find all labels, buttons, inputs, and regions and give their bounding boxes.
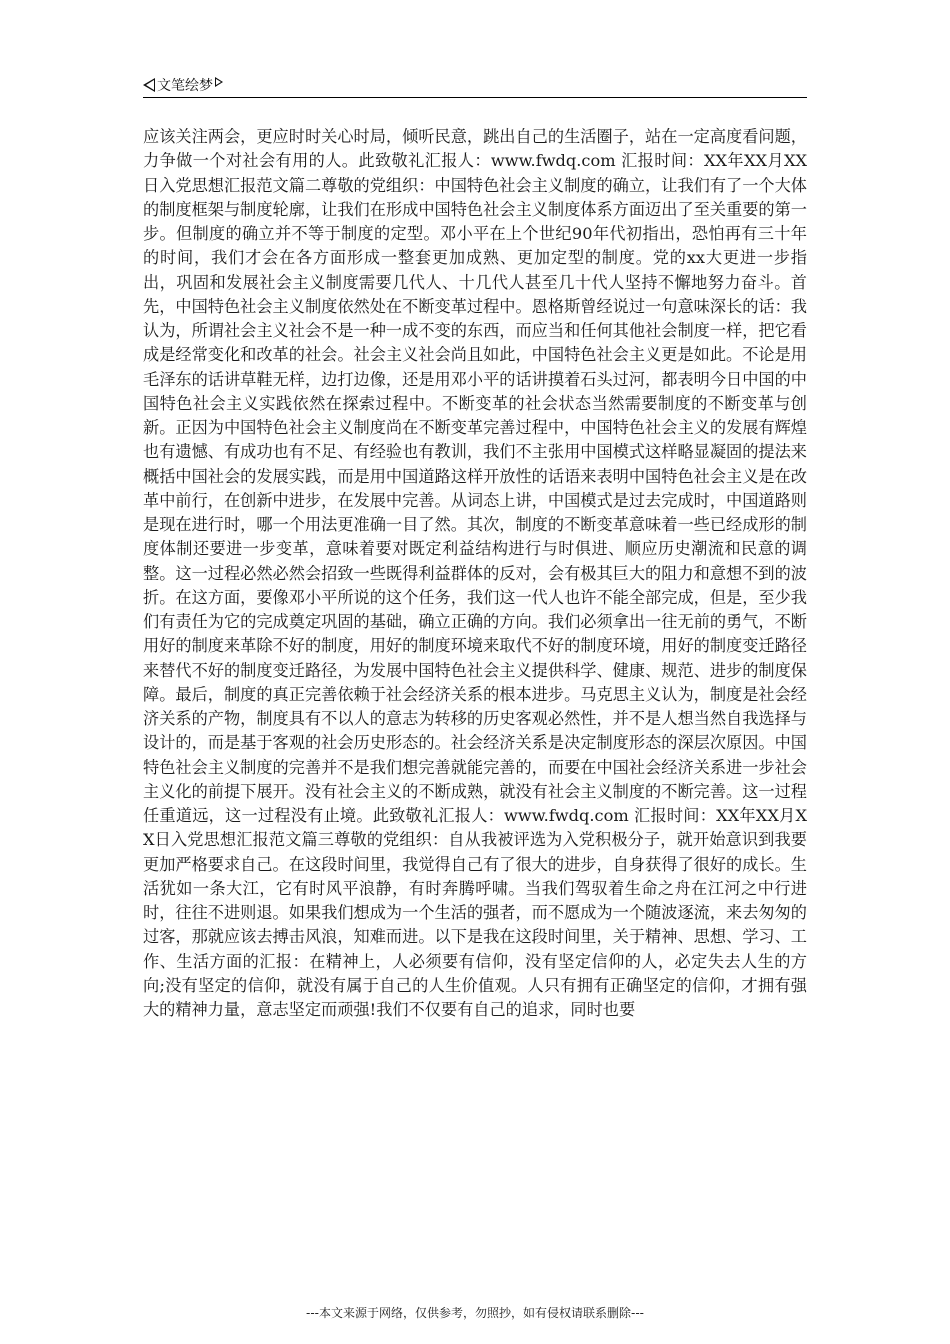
page-header xyxy=(143,72,807,98)
header-logo xyxy=(143,75,223,95)
header-logo-text: 文笔绘梦 xyxy=(157,77,213,94)
body-paragraph: 应该关注两会，更应时时关心时局，倾听民意，跳出自己的生活圈子，站在一定高度看问题，力争做一个对社会有用的人。此致敬礼汇报人：www.fwdq.com 汇报时间：XX年XX月XX日入党思想汇报范文篇二尊敬的党组织：中国特色社会主义制度的确立，让我们有了一个大体的制度框架与制度轮廓，让我们在形成中国特色社会主义制度体系方面迈出了至关重要的第一步。但制度的确立并不等于制度的定型。邓小平在上个世纪90年代初指出，恐怕再有三十年的时间，我们才会在各方面形成一整套更加成熟、更加定型的制度。党的xx大更进一步指出，巩固和发展社会主义制度需要几代人、十几代人甚至几十代人坚持不懈地努力奋斗。首先，中国特色社会主义制度依然处在不断变革过程中。恩格斯曾经说过一句意味深长的话：我认为，所谓社会主义社会不是一种一成不变的东西，而应当和任何其他社会制度一样，把它看成是经常变化和改革的社会。社会主义社会尚且如此，中国特色社会主义更是如此。不论是用毛泽东的话讲草鞋无样，边打边像，还是用邓小平的话讲摸着石头过河，都表明今日中国的中国特色社会主义实践依然在探索过程中。不断变革的社会状态当然需要制度的不断变革与创新。正因为中国特色社会主义制度尚在不断变革完善过程中，中国特色社会主义的发展有辉煌也有遗憾、有成功也有不足、有经验也有教训，我们不主张用中国模式这样略显凝固的提法来概括中国社会的发展实践，而是用中国道路这样开放性的话语来表明中国特色社会主义是在改革中前行，在创新中进步，在发展中完善。从词态上讲，中国模式是过去完成时，中国道路则是现在进行时，哪一个用法更准确一目了然。其次，制度的不断变革意味着一些已经成形的制度体制还要进一步变革，意味着要对既定利益结构进行与时俱进、顺应历史潮流和民意的调整。这一过程必然必然会招致一些既得利益群体的反对，会有极其巨大的阻力和意想不到的波折。在这方面，要像邓小平所说的这个任务，我们这一代人也许不能全部完成，但是，至少我们有责任为它的完成奠定巩固的基础，确立正确的方向。我们必须拿出一往无前的勇气，不断用好的制度来革除不好的制度，用好的制度环境来取代不好的制度环境，用好的制度变迁路径来替代不好的制度变迁路径，为发展中国特色社会主义提供科学、健康、规范、进步的制度保障。最后，制度的真正完善依赖于社会经济关系的根本进步。马克思主义认为，制度是社会经济关系的产物，制度具有不以人的意志为转移的历史客观必然性，并不是人想当然自我选择与设计的，而是基于客观的社会历史形态的。社会经济关系是决定制度形态的深层次原因。中国特色社会主义制度的完善并不是我们想完善就能完善的，而要在中国社会经济关系进一步社会主义化的前提下展开。没有社会主义的不断成熟，就没有社会主义制度的不断完善。这一过程任重道远，这一过程没有止境。此致敬礼汇报人：www.fwdq.com 汇报时间：XX年XX月XX日入党思想汇报范文篇三尊敬的党组织：自从我被评选为入党积极分子，就开始意识到我要更加严格要求自己。在这段时间里，我觉得自己有了很大的进步，自身获得了很好的成长。生活犹如一条大江，它有时风平浪静，有时奔腾呼啸。当我们驾驭着生命之舟在江河之中行进时，往往不进则退。如果我们想成为一个生活的强者，而不愿成为一个随波逐流，来去匆匆的过客，那就应该去搏击风浪，知难而进。以下是我在这段时间里，关于精神、思想、学习、工作、生活方面的汇报：在精神上，人必须要有信仰，没有坚定信仰的人，必定失去人生的方向;没有坚定的信仰，就没有属于自己的人生价值观。人只有拥有正确坚定的信仰，才拥有强大的精神力量，意志坚定而顽强!我们不仅要有自己的追求，同时也要 xyxy=(143,127,807,1019)
triangle-right-icon xyxy=(215,77,223,87)
footer-notice: ---本文来源于网络，仅供参考，勿照抄，如有侵权请联系删除--- xyxy=(306,1306,644,1320)
triangle-left-icon xyxy=(143,78,155,92)
